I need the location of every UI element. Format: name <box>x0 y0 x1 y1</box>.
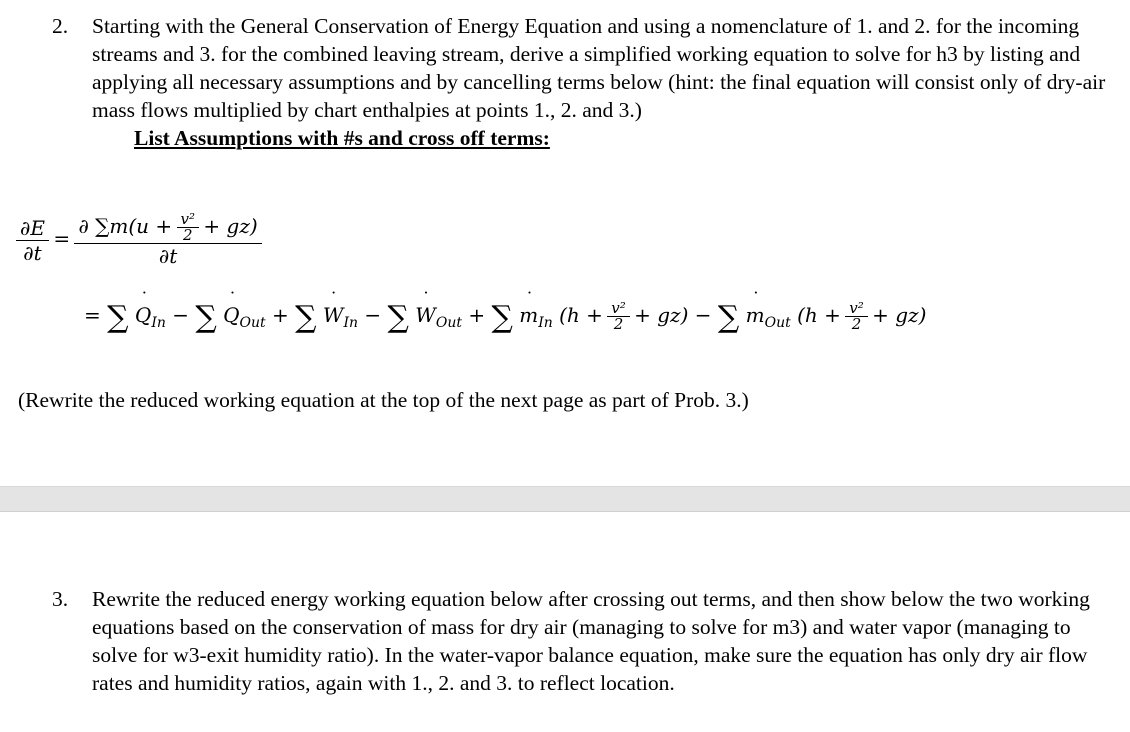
q-in-term: ˙ Q <box>135 303 151 327</box>
q-out-term: ˙ Q <box>223 303 239 327</box>
problem-2 <box>52 12 1116 124</box>
problem-3-text: Rewrite the reduced energy working equation below after crossing out terms, and then show below the two working equations based on the conservation of mass for dry air (managing to solve for m3) and water vapor (managing to solve for w3-exit humidity ratio). In the water-vapor balance equation, make sure the equation has only dry air flow rates and humidity ratios, again with 1., 2. and 3. to reflect location. <box>92 587 1090 695</box>
energy-equation-terms: = ∑ ˙ $Q_{In}$ − ∑ ˙ $Q_{Out}$ + ∑ ˙ $W_{In}$ − ∑ ˙ $W_{Out}$ + ∑ ˙ $m_{In}$ (h + $\frac{\text{v²}}{2}$ + gz) − ∑ ˙ $m_{Out}$ (h + $\frac{\text{v²}}{2}$ + gz) <box>84 300 926 335</box>
problem-2-number: 2. <box>52 14 69 38</box>
w-in-term: ˙ W <box>323 303 344 327</box>
problem-3-number: 3. <box>52 587 69 611</box>
m-in-term: ˙ m <box>519 303 538 327</box>
problem-2-text: Starting with the General Conservation of Energy Equation and using a nomenclature of 1. and 2. for the incoming streams and 3. for the combined leaving stream, derive a simplified working equation to solve for h3 by listing and applying all necessary assumptions and by cancelling terms below (hint: the final equation will consist only of dry-air mass flows multiplied by chart enthalpies at points 1., 2. and 3.) <box>92 14 1106 122</box>
rewrite-note: (Rewrite the reduced working equation at the top of the next page as part of Prob. 3.) <box>18 388 749 412</box>
dE-dt-fraction: $\frac{\partial E}{\partial t}$ <box>18 216 47 265</box>
problem-3 <box>52 585 1116 697</box>
equals-sign: = <box>53 226 71 251</box>
energy-equation-lhs <box>18 212 260 268</box>
m-out-term: ˙ m <box>746 303 765 327</box>
page-break-divider <box>0 486 1130 512</box>
assumptions-heading: List Assumptions with #s and cross off terms: <box>134 126 550 150</box>
w-out-term: ˙ W <box>415 303 436 327</box>
rhs-fraction: ∂ ∑m(u + $\frac{\text{v²}}{2}$ + gz) ∂t <box>76 212 259 268</box>
